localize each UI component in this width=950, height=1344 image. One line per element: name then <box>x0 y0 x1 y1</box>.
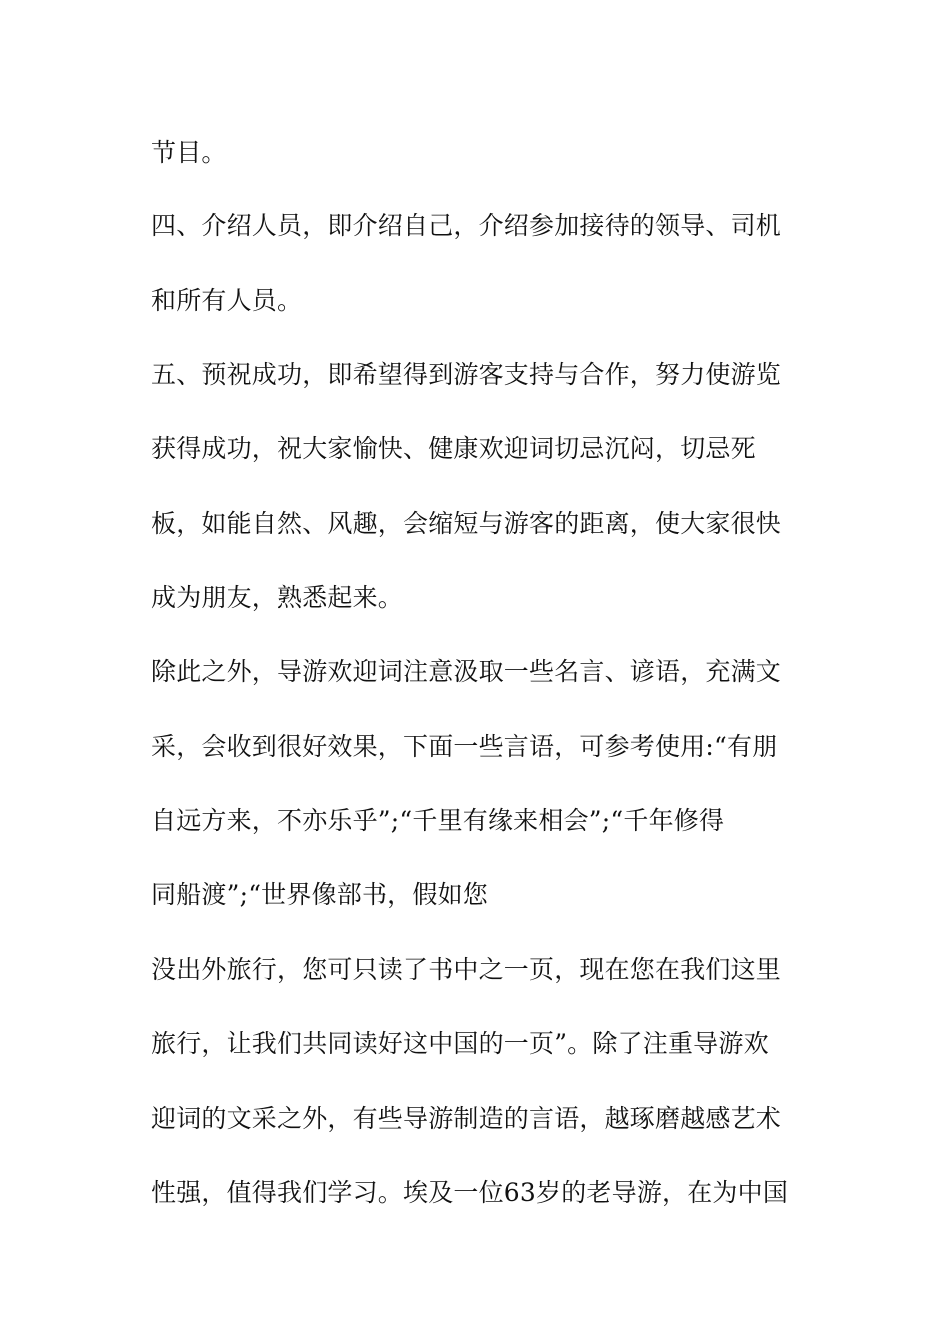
text-line: 板，如能自然、风趣，会缩短与游客的距离，使大家很快 <box>151 509 782 538</box>
text-line: 获得成功，祝大家愉快、健康欢迎词切忌沉闷，切忌死 <box>151 434 756 463</box>
text-line: 五、预祝成功，即希望得到游客支持与合作，努力使游览 <box>151 360 782 389</box>
text-line: 四、介绍人员，即介绍自己，介绍参加接待的领导、司机 <box>151 211 782 240</box>
text-line: 迎词的文采之外，有些导游制造的言语，越琢磨越感艺术 <box>151 1104 782 1133</box>
text-line: 旅行，让我们共同读好这中国的一页”。除了注重导游欢 <box>151 1029 769 1058</box>
text-line: 没出外旅行，您可只读了书中之一页，现在您在我们这里 <box>151 955 782 984</box>
text-line: 和所有人员。 <box>151 286 303 315</box>
text-line: 成为朋友，熟悉起来。 <box>151 583 404 612</box>
text-line: 同船渡”;“世界像部书，假如您 <box>151 880 488 909</box>
text-line: 除此之外，导游欢迎词注意汲取一些名言、谚语，充满文 <box>151 657 782 686</box>
text-line: 采，会收到很好效果，下面一些言语，可参考使用:“有朋 <box>151 732 778 761</box>
text-line: 节目。 <box>151 138 227 167</box>
text-line: 自远方来，不亦乐乎”;“千里有缘来相会”;“千年修得 <box>151 806 725 835</box>
text-line: 性强，值得我们学习。埃及一位63岁的老导游，在为中国 <box>151 1178 789 1207</box>
